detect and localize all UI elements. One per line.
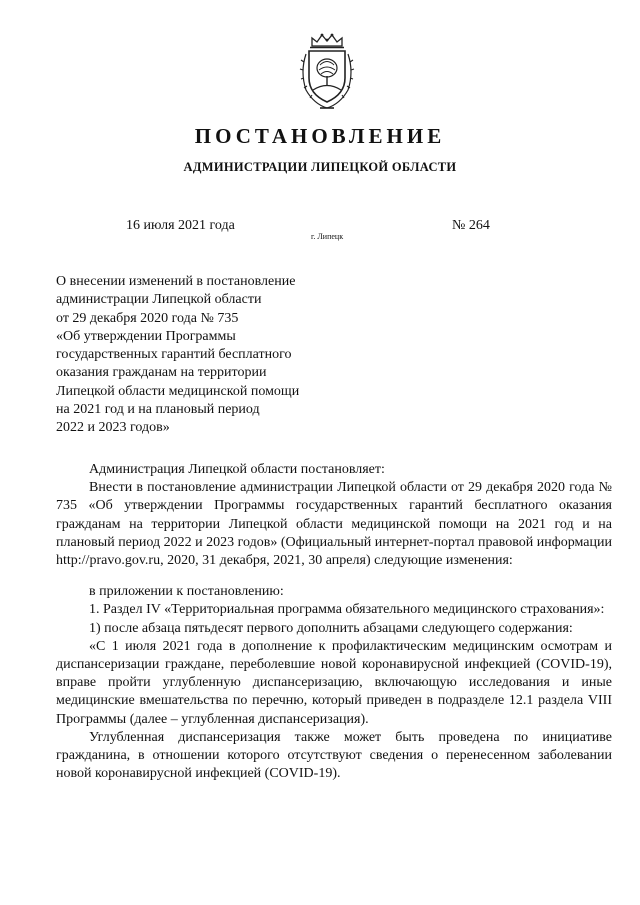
subject-line: 2022 и 2023 годов» — [56, 420, 170, 436]
document-title: ПОСТАНОВЛЕНИЕ — [194, 124, 446, 148]
document-number: № 264 — [452, 218, 490, 233]
body-paragraph: Внести в постановление администрации Липецкой области от 29 декабря 2020 года № 735 «Об утверждении Программы государственных гарантий бесплатного оказания гражданам на территории Липецкой области медицинской помощи на 2021 год и на плановый период 2022 и 2023 годов» (Официальный интернет-портал правовой информации http://pravo.gov.ru, 2020, 31 декабря, 2021, 30 апреля) следующие изменения: — [56, 480, 612, 569]
subject-line: Липецкой области медицинской помощи — [56, 383, 300, 399]
body-paragraph: 1. Раздел IV «Территориальная программа обязательного медицинского страхования»: — [89, 602, 605, 618]
subject-line: на 2021 год и на плановый период — [56, 402, 260, 418]
issuing-authority: АДМИНИСТРАЦИИ ЛИПЕЦКОЙ ОБЛАСТИ — [183, 160, 457, 174]
body-paragraph: «С 1 июля 2021 года в дополнение к профилактическим медицинским осмотрам и диспансеризации граждане, переболевшие новой коронавирусной инфекцией (COVID-19), вправе пройти углубленную диспансеризацию, включающую исследования и иные медицинские вмешательства по перечню, который приведен в подразделе 12.1 раздела VIII Программы (далее – углубленная диспансеризация). — [56, 638, 612, 727]
body-paragraph: Администрация Липецкой области постановляет: — [89, 462, 385, 477]
coat-of-arms-icon — [298, 32, 356, 112]
body-paragraph: в приложении к постановлению: — [89, 584, 284, 600]
document-city: г. Липецк — [311, 232, 344, 241]
subject-line: О внесении изменений в постановление — [56, 274, 296, 289]
body-paragraph: 1) после абзаца пятьдесят первого дополнить абзацами следующего содержания: — [89, 620, 573, 636]
subject-line: оказания гражданам на территории — [56, 365, 267, 381]
subject-line: государственных гарантий бесплатного — [56, 347, 292, 363]
subject-line: от 29 декабря 2020 года № 735 — [56, 310, 239, 326]
document-body — [56, 461, 612, 783]
subject-line: администрации Липецкой области — [56, 292, 262, 308]
body-paragraph: Углубленная диспансеризация также может быть проведена по инициативе гражданина, в отношении которого отсутствуют сведения о перенесенном заболевании новой коронавирусной инфекцией (COVID-19). — [56, 729, 612, 782]
document-subject — [56, 273, 326, 438]
subject-line: «Об утверждении Программы — [56, 328, 236, 344]
document-date: 16 июля 2021 года — [126, 218, 235, 233]
